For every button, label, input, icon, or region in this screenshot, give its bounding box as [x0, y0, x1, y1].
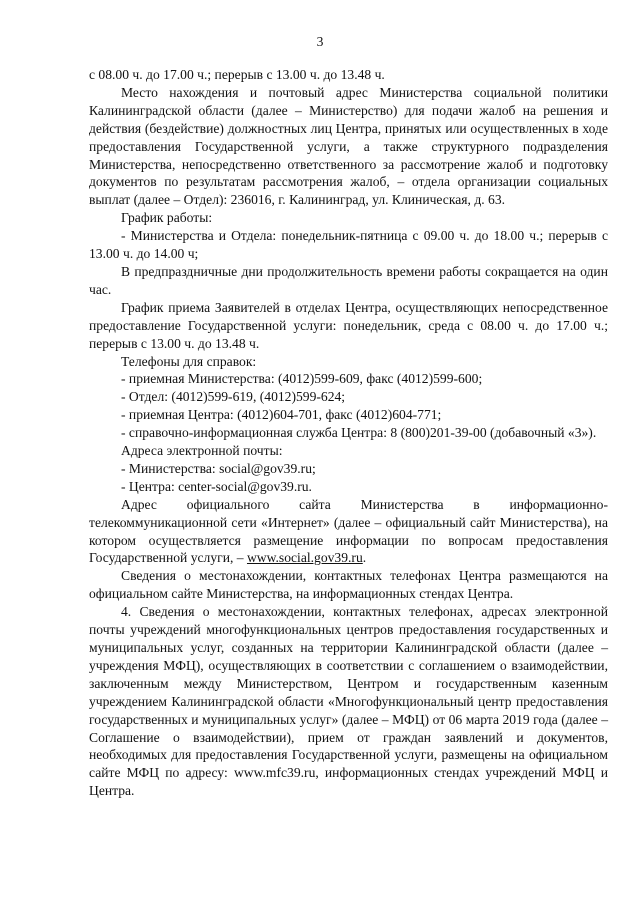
- paragraph-ministry-hours: - Министерства и Отдела: понедельник-пятница с 09.00 ч. до 18.00 ч.; перерыв с 13.00 ч. до 14.00 ч;: [89, 228, 608, 262]
- paragraph-phones-heading: Телефоны для справок:: [121, 353, 257, 369]
- document-body: [89, 66, 608, 800]
- paragraph-email-ministry: - Министерства: social@gov39.ru;: [121, 460, 316, 476]
- paragraph-reception-schedule: График приема Заявителей в отделах Центра, осуществляющих непосредственное предоставление Государственной услуги: понедельник, среда с 08.00 ч. до 17.00 ч.; перерыв с 13.00 ч. до 13.48 ч.: [89, 299, 608, 351]
- paragraph-center-info: Сведения о местонахождении, контактных телефонах Центра размещаются на официальном сайте Министерства, на информационных стендах Центра.: [89, 568, 608, 602]
- paragraph-phone-center: - приемная Центра: (4012)604-701, факс (4012)604-771;: [121, 407, 442, 423]
- paragraph-phone-department: - Отдел: (4012)599-619, (4012)599-624;: [121, 389, 346, 405]
- paragraph-mfc-info: 4. Сведения о местонахождении, контактных телефонах, адресах электронной почты учреждений многофункциональных центров предоставления государственных и муниципальных услуг, созданных на территории Калининградской области (далее – учреждения МФЦ), осуществляющих в соответствии с соглашением о взаимодействии, заключенным между Министерством, Центром и государственным казенным учреждением Калининградской области «Многофункциональный центр предоставления государственных и муниципальных услуг» (далее – МФЦ) от 06 марта 2019 года (далее – Соглашение о взаимодействии), прием от граждан заявлений и документов, необходимых для предоставления Государственной услуги, размещены на официальном сайте МФЦ по адресу: www.mfc39.ru, информационных стендах учреждений МФЦ и Центра.: [89, 604, 608, 799]
- official-site-end: .: [362, 550, 367, 566]
- paragraph-ministry-address: Место нахождения и почтовый адрес Министерства социальной политики Калининградской области (далее – Министерство) для подачи жалоб на решения и действия (бездействие) должностных лиц Центра, принятых или осуществленных в ходе предоставления Государственной услуги, а также структурного подразделения Министерства, непосредственно ответственного за рассмотрение жалоб и подготовку документов по результатам рассмотрения жалоб, – отдела организации социальных выплат (далее – Отдел): 236016, г. Калининград, ул. Клиническая, д. 63.: [89, 84, 608, 208]
- page-number: 3: [316, 34, 324, 49]
- official-site-link[interactable]: www.social.gov39.ru: [246, 550, 363, 566]
- paragraph-email-center: - Центра: center-social@gov39.ru.: [121, 478, 312, 494]
- paragraph-phone-ministry: - приемная Министерства: (4012)599-609, факс (4012)599-600;: [121, 371, 483, 387]
- paragraph-official-site: [89, 496, 608, 568]
- paragraph-schedule-continuation: с 08.00 ч. до 17.00 ч.; перерыв с 13.00 ч. до 13.48 ч.: [89, 67, 385, 82]
- paragraph-email-heading: Адреса электронной почты:: [121, 443, 283, 459]
- paragraph-work-schedule-heading: График работы:: [121, 210, 213, 226]
- paragraph-phone-helpdesk: - справочно-информационная служба Центра: 8 (800)201-39-00 (добавочный «3»).: [121, 425, 597, 441]
- paragraph-pre-holiday: В предпраздничные дни продолжительность времени работы сокращается на один час.: [89, 263, 608, 297]
- official-site-text: Адрес официального сайта Министерства в информационно-телекоммуникационной сети «Интернет» (далее – официальный сайт Министерства), на котором осуществляется размещение информации по вопросам предоставления Государственной услуги, –: [89, 496, 608, 566]
